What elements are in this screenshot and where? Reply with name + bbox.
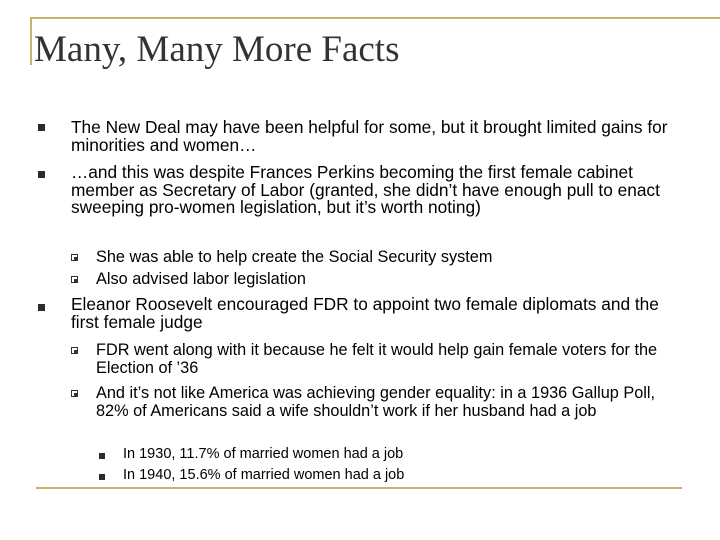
hollow-square-bullet-icon — [71, 276, 78, 283]
square-bullet-icon — [99, 453, 105, 459]
square-bullet-icon — [38, 171, 45, 178]
hollow-square-bullet-icon — [71, 347, 78, 354]
bullet-item: …and this was despite Frances Perkins becoming the first female cabinet member as Secretary of Labor (granted, she didn’t have enough pull to enact sweeping pro-women legislation, but it’s worth noting) — [71, 162, 660, 218]
bottom-rule — [36, 487, 682, 489]
sub-bullet-item: She was able to help create the Social Security system — [96, 248, 493, 266]
sub-sub-bullet-item: In 1940, 15.6% of married women had a job — [123, 467, 405, 483]
sub-bullet-item: FDR went along with it because he felt it would help gain female voters for the Election of ’36 — [96, 341, 658, 377]
square-bullet-icon — [38, 304, 45, 311]
square-bullet-icon — [38, 124, 45, 131]
slide-title: Many, Many More Facts — [34, 29, 400, 70]
sub-sub-bullet-item: In 1930, 11.7% of married women had a job — [123, 446, 404, 462]
hollow-square-bullet-icon — [71, 254, 78, 261]
bullet-item: The New Deal may have been helpful for some, but it brought limited gains for minorities and women… — [71, 117, 668, 155]
hollow-square-bullet-icon — [71, 390, 78, 397]
sub-bullet-item: And it’s not like America was achieving gender equality: in a 1936 Gallup Poll, 82% of Americans said a wife shouldn’t work if her husband had a job — [96, 384, 656, 420]
square-bullet-icon — [99, 474, 105, 480]
bullet-item: Eleanor Roosevelt encouraged FDR to appoint two female diplomats and the first female judge — [71, 294, 659, 332]
sub-bullet-item: Also advised labor legislation — [96, 270, 306, 288]
